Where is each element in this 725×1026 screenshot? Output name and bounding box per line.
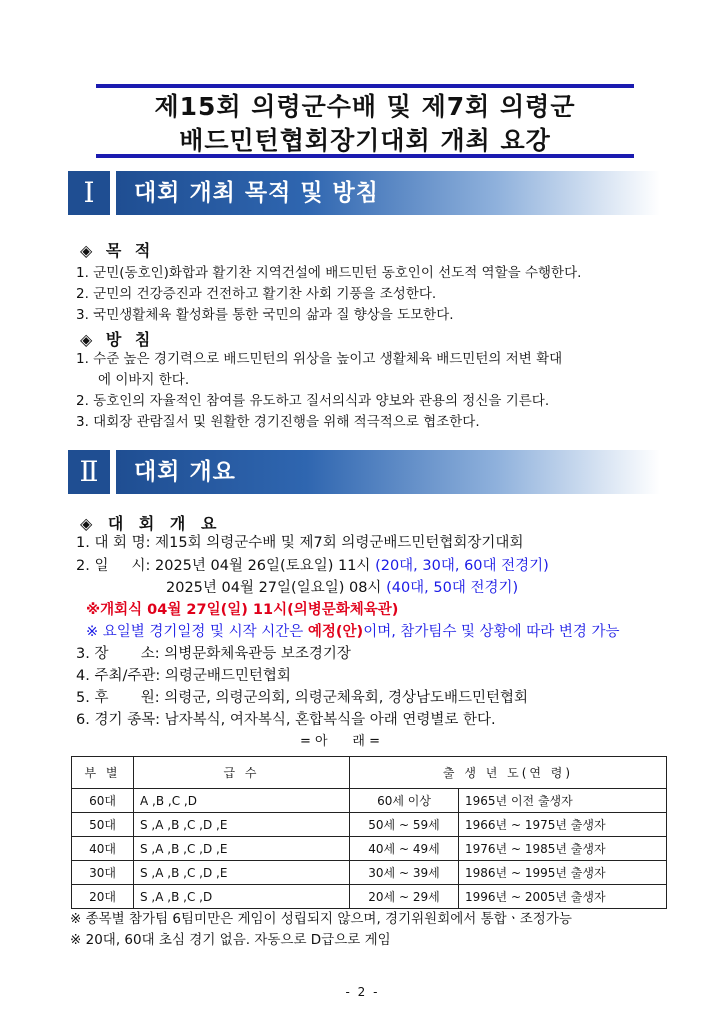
row-grade: S ,A ,B ,C ,D ,E — [134, 813, 350, 837]
note-1: ※ 종목별 참가팀 6팀미만은 게임이 성립되지 않으며, 경기위원회에서 통합ㆍ조정가능 — [70, 911, 572, 927]
policy-item-2: 2. 동호인의 자율적인 참여를 유도하고 질서의식과 양보와 관용의 정신을 기른다. — [76, 393, 550, 409]
table-header-row — [72, 757, 667, 789]
schedule-note-c: 이며, 참가팀수 및 상황에 따라 변경 가능 — [363, 624, 620, 640]
row-birth: 1966년 ~ 1975년 출생자 — [459, 813, 667, 837]
opening-ceremony: ※개회식 04월 27일(일) 11시(의병문화체육관) — [86, 602, 399, 618]
schedule-note — [86, 621, 620, 643]
row-age: 50세 ~ 59세 — [350, 813, 459, 837]
row-birth: 1965년 이전 출생자 — [459, 789, 667, 813]
purpose-item-1: 1. 군민(동호인)화합과 활기찬 지역건설에 배드민턴 동호인이 선도적 역할을 수행한다. — [76, 265, 582, 281]
sponsor: 5. 후 원: 의령군, 의령군의회, 의령군체육회, 경상남도배드민턴협회 — [76, 690, 529, 706]
row-division: 30대 — [72, 861, 134, 885]
row-division: 20대 — [72, 885, 134, 909]
section-header-1 — [68, 171, 660, 215]
purpose-item-3: 3. 국민생활체육 활성화를 통한 국민의 삶과 질 향상을 도모한다. — [76, 307, 454, 323]
below-marker: = 아 래 = — [300, 734, 380, 749]
date-1-text: 2. 일 시: 2025년 04월 26일(토요일) 11시 — [76, 558, 376, 574]
row-grade: S ,A ,B ,C ,D — [134, 885, 350, 909]
purpose-heading: ◈ 목 적 — [80, 241, 155, 260]
page-number: - 2 - — [345, 985, 380, 999]
header-grade: 급 수 — [134, 757, 350, 789]
schedule-note-a: ※ 요일별 경기일정 및 시작 시간은 — [86, 624, 308, 640]
section-number-2: Ⅱ — [68, 450, 110, 494]
row-grade: S ,A ,B ,C ,D ,E — [134, 837, 350, 861]
row-age: 30세 ~ 39세 — [350, 861, 459, 885]
events: 6. 경기 종목: 남자복식, 여자복식, 혼합복식을 아래 연령별로 한다. — [76, 712, 496, 728]
date-2-text: 2025년 04월 27일(일요일) 08시 — [166, 580, 387, 596]
row-age: 20세 ~ 29세 — [350, 885, 459, 909]
table-row — [72, 837, 667, 861]
purpose-item-2: 2. 군민의 건강증진과 건전하고 활기찬 사회 기풍을 조성한다. — [76, 286, 437, 302]
row-birth: 1976년 ~ 1985년 출생자 — [459, 837, 667, 861]
venue: 3. 장 소: 의병문화체육관등 보조경기장 — [76, 646, 351, 662]
title-line-1: 제15회 의령군수배 및 제7회 의령군 — [154, 92, 576, 121]
host: 4. 주최/주관: 의령군배드민턴협회 — [76, 668, 291, 684]
row-division: 60대 — [72, 789, 134, 813]
table-row — [72, 789, 667, 813]
date-1-note: (20대, 30대, 60대 전경기) — [375, 558, 549, 574]
section-title-1: 대회 개최 목적 및 방침 — [134, 180, 379, 206]
row-age: 60세 이상 — [350, 789, 459, 813]
event-date-2 — [166, 577, 518, 599]
event-name: 1. 대 회 명: 제15회 의령군수배 및 제7회 의령군배드민턴협회장기대회 — [76, 535, 524, 551]
policy-item-1: 1. 수준 높은 경기력으로 배드민턴의 위상을 높이고 생활체육 배드민턴의 저변 확대 — [76, 351, 563, 367]
title-line-2: 배드민턴협회장기대회 개최 요강 — [179, 126, 551, 155]
table-row — [72, 885, 667, 909]
row-grade: S ,A ,B ,C ,D ,E — [134, 861, 350, 885]
table-row — [72, 861, 667, 885]
row-age: 40세 ~ 49세 — [350, 837, 459, 861]
policy-item-3: 3. 대회장 관람질서 및 원활한 경기진행을 위해 적극적으로 협조한다. — [76, 414, 480, 430]
section-title-2: 대회 개요 — [134, 459, 236, 485]
row-division: 50대 — [72, 813, 134, 837]
row-grade: A ,B ,C ,D — [134, 789, 350, 813]
event-date-1 — [76, 555, 549, 577]
overview-heading: ◈ 대 회 개 요 — [80, 514, 222, 533]
schedule-note-b: 예정(안) — [307, 624, 364, 640]
policy-item-1-cont: 에 이바지 한다. — [98, 372, 190, 388]
section-number-1: Ⅰ — [68, 171, 110, 215]
table-row — [72, 813, 667, 837]
date-2-note: (40대, 50대 전경기) — [386, 580, 519, 596]
header-birth-year: 출 생 년 도(연 령) — [350, 757, 667, 789]
document-title — [96, 84, 634, 158]
row-birth: 1986년 ~ 1995년 출생자 — [459, 861, 667, 885]
note-2: ※ 20대, 60대 초심 경기 없음. 자동으로 D급으로 게임 — [70, 932, 391, 948]
row-birth: 1996년 ~ 2005년 출생자 — [459, 885, 667, 909]
row-division: 40대 — [72, 837, 134, 861]
section-header-2 — [68, 450, 660, 494]
policy-heading: ◈ 방 침 — [80, 330, 155, 349]
header-division: 부 별 — [72, 757, 134, 789]
age-group-table — [71, 756, 667, 909]
